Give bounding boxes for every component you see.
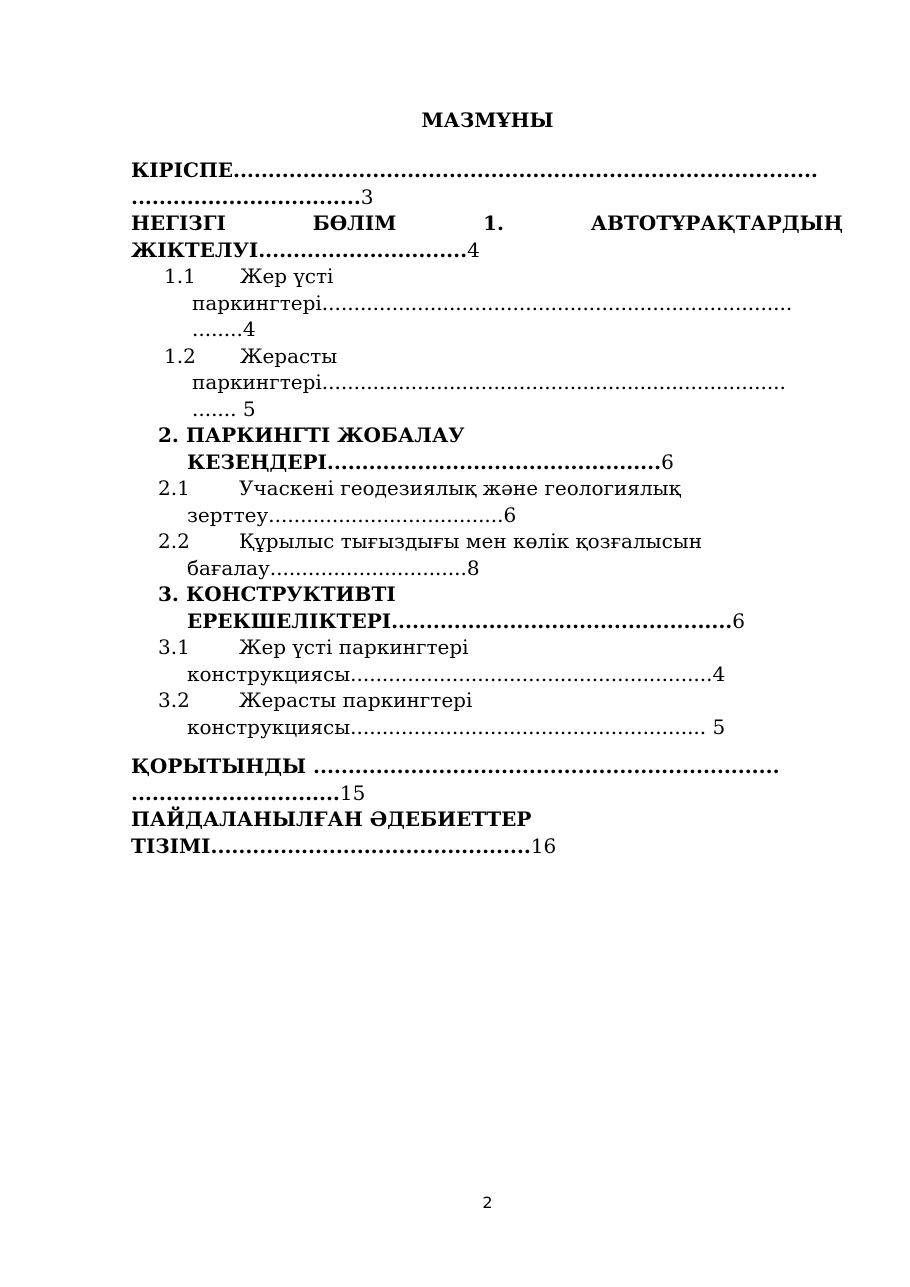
section-number: 1.2 xyxy=(164,343,196,368)
toc-entry-title: Жерасты паркингтері xyxy=(239,688,473,712)
toc-entry-page: 5 xyxy=(712,714,726,739)
toc-entry-2-1 xyxy=(131,475,843,528)
toc-entry-page: 8 xyxy=(466,555,480,580)
toc-entry-page: 5 xyxy=(242,396,256,421)
toc-entry-title: ПАРКИНГТІ ЖОБАЛАУ xyxy=(186,423,465,447)
page-title: МАЗМҰНЫ xyxy=(421,108,554,132)
toc-entry-conclusion xyxy=(131,753,843,806)
toc-entry-title: Жер үсті xyxy=(240,264,334,288)
table-of-contents xyxy=(131,157,843,859)
toc-entry-title: Құрылыс тығыздығы мен көлік қозғалысын xyxy=(239,529,703,553)
toc-entry-page: 15 xyxy=(339,780,366,805)
toc-entry-page: 6 xyxy=(503,502,517,527)
section-number: 3.1 xyxy=(158,635,190,659)
toc-entry-2 xyxy=(131,422,843,475)
toc-entry-leader: паркингтері......................................................................... xyxy=(192,370,786,394)
toc-entry-leader: ЕРЕКШЕЛІКТЕРІ................................................. xyxy=(187,608,733,633)
toc-entry-page: 4 xyxy=(712,661,726,686)
section-number: 2.2 xyxy=(158,529,190,553)
toc-entry-page: 4 xyxy=(242,317,256,341)
toc-entry-leader: ТІЗІМІ.............................................. xyxy=(131,833,531,858)
section-number: 3.2 xyxy=(158,688,190,712)
toc-entry-title: Учаскені геодезиялық және геологиялық xyxy=(239,476,681,500)
toc-entry-title: Жерасты xyxy=(240,343,338,368)
toc-entry-title: ҚОРЫТЫНДЫ ................................................................... xyxy=(131,754,780,778)
toc-entry-title: ПАЙДАЛАНЫЛҒАН ӘДЕБИЕТТЕР xyxy=(131,807,532,831)
toc-entry-title: КОНСТРУКТИВТІ xyxy=(186,582,396,606)
toc-entry-3-2 xyxy=(131,687,843,740)
toc-entry-leader: конструкциясы........................................................ xyxy=(187,714,713,739)
toc-entry-page: 16 xyxy=(530,833,557,858)
toc-entry-references xyxy=(131,806,843,859)
toc-entry-intro-page: 3 xyxy=(360,184,374,209)
toc-entry-leader: зерттеу..................................... xyxy=(187,502,504,527)
toc-entry-leader: КЕЗЕҢДЕРІ................................................ xyxy=(187,449,662,474)
toc-entry-main-title: НЕГІЗГІ БӨЛІМ 1. АВТОТҰРАҚТАРДЫҢ xyxy=(131,211,843,235)
toc-entry-page: 6 xyxy=(661,449,674,474)
toc-entry-page: 6 xyxy=(732,608,745,633)
toc-entry-1-2: 1.2 Жерасты паркингтері......................................................................... ....... 5 xyxy=(131,343,843,423)
section-number: 2.1 xyxy=(158,476,190,500)
toc-entry-3-1 xyxy=(131,634,843,687)
toc-entry-3 xyxy=(131,581,843,634)
toc-entry-leader: конструкциясы......................................................... xyxy=(187,661,713,686)
section-number: 2. xyxy=(158,423,179,447)
toc-entry-intro xyxy=(131,157,843,210)
toc-entry-leader: бағалау............................... xyxy=(187,555,467,580)
toc-entry-main-leader: ЖІКТЕЛУІ.............................. xyxy=(131,237,468,262)
toc-entry-main xyxy=(131,210,843,263)
page-number: 2 xyxy=(482,1193,493,1212)
section-number: 3. xyxy=(158,582,179,606)
spacer xyxy=(131,740,843,753)
section-number: 1.1 xyxy=(164,264,196,288)
toc-entry-intro-leader: ................................. xyxy=(131,184,361,209)
toc-entry-1-1: 1.1 Жер үсті паркингтері.......................................................................... ........4 xyxy=(131,263,843,343)
toc-entry-title: Жер үсті паркингтері xyxy=(239,635,469,659)
toc-entry-leader: паркингтері.......................................................................... xyxy=(192,290,793,315)
toc-entry-2-2 xyxy=(131,528,843,581)
toc-entry-main-page: 4 xyxy=(467,237,480,262)
toc-entry-leader: .............................. xyxy=(131,780,340,805)
toc-entry-intro-title: КІРІСПЕ.................................................................................... xyxy=(131,158,818,182)
